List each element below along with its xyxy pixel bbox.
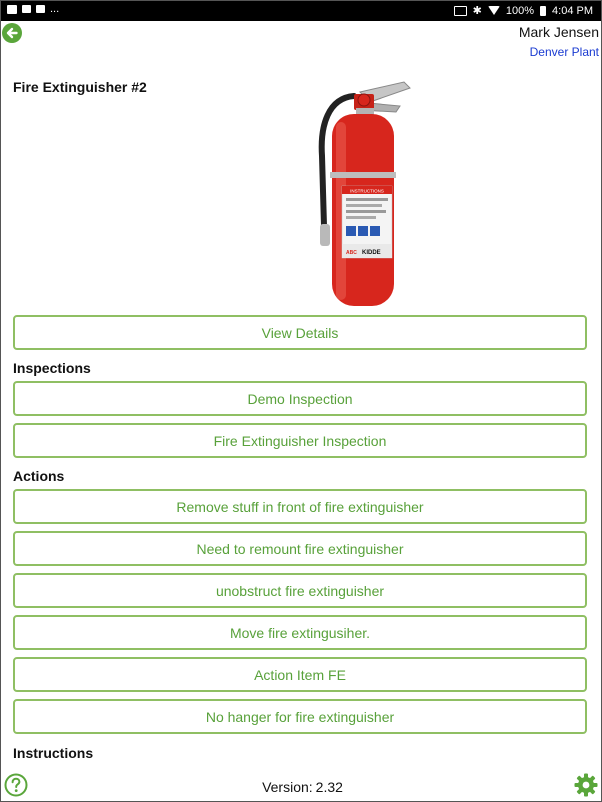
- battery-percent: 100%: [505, 4, 535, 17]
- battery-icon: [540, 6, 546, 16]
- action-item[interactable]: unobstruct fire extinguisher: [13, 573, 587, 608]
- fire-extinguisher-image: [250, 76, 484, 310]
- inspections-heading: Inspections: [13, 360, 91, 376]
- instructions-heading: Instructions: [13, 745, 94, 761]
- status-bar: [1, 1, 601, 21]
- notification-image-icon: [7, 5, 17, 14]
- cast-icon: [454, 6, 467, 16]
- inspection-item[interactable]: Fire Extinguisher Inspection: [13, 423, 587, 458]
- location-link[interactable]: Denver Plant: [529, 45, 599, 59]
- version-label: Version:: [262, 779, 313, 795]
- arrow-left-circle-icon: [2, 23, 22, 43]
- asset-title: Fire Extinguisher #2: [13, 79, 147, 95]
- label-class-text: ABC: [346, 250, 357, 256]
- notification-app-icon: [22, 5, 31, 13]
- action-item[interactable]: Move fire extingusiher.: [13, 615, 587, 650]
- status-time: 4:04 PM: [552, 4, 593, 17]
- view-details-button[interactable]: View Details: [13, 315, 587, 350]
- status-left: [7, 4, 59, 14]
- version-value: 2.32: [315, 779, 343, 795]
- status-right: [454, 4, 593, 17]
- inspection-item[interactable]: Demo Inspection: [13, 381, 587, 416]
- gear-icon: [574, 773, 598, 797]
- action-item[interactable]: No hanger for fire extinguisher: [13, 699, 587, 734]
- version-text: [1, 779, 601, 795]
- user-name: Mark Jensen: [518, 24, 599, 40]
- action-item[interactable]: Action Item FE: [13, 657, 587, 692]
- action-item[interactable]: Remove stuff in front of fire extinguisher: [13, 489, 587, 524]
- action-item[interactable]: Need to remount fire extinguisher: [13, 531, 587, 566]
- notification-news-icon: [36, 5, 45, 13]
- settings-button[interactable]: [574, 773, 598, 797]
- label-instructions-text: INSTRUCTIONS: [350, 188, 384, 194]
- asset-image: [250, 76, 484, 310]
- back-button[interactable]: [2, 23, 22, 43]
- label-brand-text: KIDDE: [362, 250, 381, 256]
- actions-heading: Actions: [13, 468, 65, 484]
- notification-more: ...: [50, 3, 60, 15]
- bluetooth-icon: ✱: [472, 5, 482, 17]
- wifi-icon: [488, 6, 500, 15]
